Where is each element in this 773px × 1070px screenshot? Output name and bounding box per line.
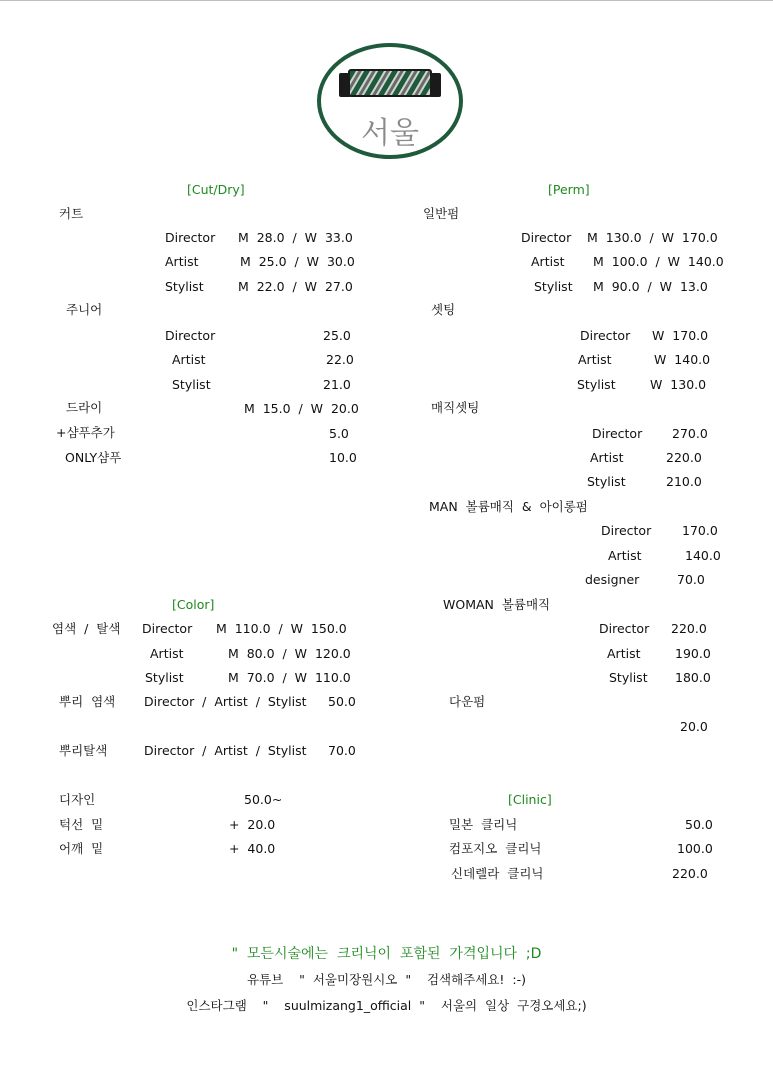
- clinic-price-composio: 100.0: [677, 841, 713, 856]
- basic-price-director: M 130.0 / W 170.0: [587, 230, 718, 245]
- salon-logo: [316, 42, 464, 160]
- junior-role-director: Director: [165, 328, 216, 343]
- junior-title: 주니어: [66, 302, 103, 317]
- basic-price-stylist: M 90.0 / W 13.0: [593, 279, 708, 294]
- setting-price-stylist: W 130.0: [650, 377, 707, 392]
- woman-price-director: 220.0: [671, 621, 707, 636]
- man-volume-title: MAN 볼륨매직 & 아이롱펌: [429, 499, 588, 514]
- only-shampoo-label: ONLY샴푸: [65, 450, 122, 465]
- root-dye-roles: Director / Artist / Stylist: [144, 694, 307, 709]
- junior-price-director: 25.0: [323, 328, 351, 343]
- man-role-designer: designer: [585, 572, 640, 587]
- cut-role-artist: Artist: [165, 254, 199, 269]
- jaw-length-label: 턱선 밑: [59, 817, 104, 832]
- magic-setting-title: 매직셋팅: [431, 400, 480, 415]
- jaw-length-price: + 20.0: [229, 817, 276, 832]
- dye-role-artist: Artist: [150, 646, 184, 661]
- design-label: 디자인: [59, 792, 96, 807]
- cut-price-stylist: M 22.0 / W 27.0: [238, 279, 353, 294]
- down-perm-price: 20.0: [680, 719, 708, 734]
- color-header: [Color]: [172, 597, 215, 612]
- junior-price-stylist: 21.0: [323, 377, 351, 392]
- root-bleach-roles: Director / Artist / Stylist: [144, 743, 307, 758]
- basic-role-artist: Artist: [531, 254, 565, 269]
- woman-price-stylist: 180.0: [675, 670, 711, 685]
- clinic-label-milbon: 밀본 클리닉: [449, 817, 518, 832]
- junior-price-artist: 22.0: [326, 352, 354, 367]
- setting-role-director: Director: [580, 328, 631, 343]
- perm-header: [Perm]: [548, 182, 590, 197]
- clinic-label-composio: 컴포지오 클리닉: [449, 841, 542, 856]
- root-bleach-price: 70.0: [328, 743, 356, 758]
- man-role-director: Director: [601, 523, 652, 538]
- setting-title: 셋팅: [431, 302, 456, 317]
- dye-price-artist: M 80.0 / W 120.0: [228, 646, 351, 661]
- dye-bleach-title: 염색 / 탈색: [52, 621, 121, 636]
- cut-title: 커트: [59, 206, 84, 221]
- clinic-header: [Clinic]: [508, 792, 552, 807]
- cut-dry-header: [Cut/Dry]: [187, 182, 245, 197]
- junior-role-artist: Artist: [172, 352, 206, 367]
- dye-price-stylist: M 70.0 / W 110.0: [228, 670, 351, 685]
- magic-price-stylist: 210.0: [666, 474, 702, 489]
- roller-stripes-icon: [336, 66, 440, 100]
- shoulder-length-label: 어깨 밑: [59, 841, 104, 856]
- clinic-price-cinderella: 220.0: [672, 866, 708, 881]
- setting-role-stylist: Stylist: [577, 377, 616, 392]
- logo-wordmark: 서울: [361, 116, 419, 151]
- junior-role-stylist: Stylist: [172, 377, 211, 392]
- dry-label: 드라이: [66, 400, 103, 415]
- magic-role-stylist: Stylist: [587, 474, 626, 489]
- footer-instagram: 인스타그램 " suulmizang1_official " 서울의 일상 구경오세요;): [186, 998, 587, 1013]
- shampoo-add-price: 5.0: [329, 426, 349, 441]
- setting-price-director: W 170.0: [652, 328, 709, 343]
- dye-role-director: Director: [142, 621, 193, 636]
- root-bleach-label: 뿌리탈색: [59, 743, 108, 758]
- shampoo-add-label: +샴푸추가: [56, 425, 115, 440]
- basic-price-artist: M 100.0 / W 140.0: [593, 254, 724, 269]
- only-shampoo-price: 10.0: [329, 450, 357, 465]
- magic-role-director: Director: [592, 426, 643, 441]
- basic-role-stylist: Stylist: [534, 279, 573, 294]
- shoulder-length-price: + 40.0: [229, 841, 276, 856]
- dye-role-stylist: Stylist: [145, 670, 184, 685]
- magic-price-artist: 220.0: [666, 450, 702, 465]
- setting-price-artist: W 140.0: [654, 352, 711, 367]
- setting-role-artist: Artist: [578, 352, 612, 367]
- root-dye-price: 50.0: [328, 694, 356, 709]
- woman-price-artist: 190.0: [675, 646, 711, 661]
- woman-volume-title: WOMAN 볼륨매직: [443, 597, 551, 612]
- man-price-designer: 70.0: [677, 572, 705, 587]
- cut-price-director: M 28.0 / W 33.0: [238, 230, 353, 245]
- dry-price: M 15.0 / W 20.0: [244, 401, 359, 416]
- clinic-label-cinderella: 신데렐라 클리닉: [451, 866, 544, 881]
- cut-price-artist: M 25.0 / W 30.0: [240, 254, 355, 269]
- magic-price-director: 270.0: [672, 426, 708, 441]
- clinic-price-milbon: 50.0: [685, 817, 713, 832]
- man-price-director: 170.0: [682, 523, 718, 538]
- woman-role-director: Director: [599, 621, 650, 636]
- woman-role-artist: Artist: [607, 646, 641, 661]
- footer-youtube: 유튜브 " 서울미장원시오 " 검색해주세요! :-): [247, 972, 526, 987]
- cut-role-stylist: Stylist: [165, 279, 204, 294]
- basic-role-director: Director: [521, 230, 572, 245]
- magic-role-artist: Artist: [590, 450, 624, 465]
- dye-price-director: M 110.0 / W 150.0: [216, 621, 347, 636]
- root-dye-label: 뿌리 염색: [59, 694, 116, 709]
- design-price: 50.0~: [244, 792, 283, 807]
- basic-perm-title: 일반펌: [423, 206, 460, 221]
- man-role-artist: Artist: [608, 548, 642, 563]
- footer-notice: " 모든시술에는 크리닉이 포함된 가격입니다 ;D: [231, 946, 542, 962]
- woman-role-stylist: Stylist: [609, 670, 648, 685]
- top-border: [0, 0, 773, 1]
- cut-role-director: Director: [165, 230, 216, 245]
- down-perm-title: 다운펌: [449, 694, 486, 709]
- man-price-artist: 140.0: [685, 548, 721, 563]
